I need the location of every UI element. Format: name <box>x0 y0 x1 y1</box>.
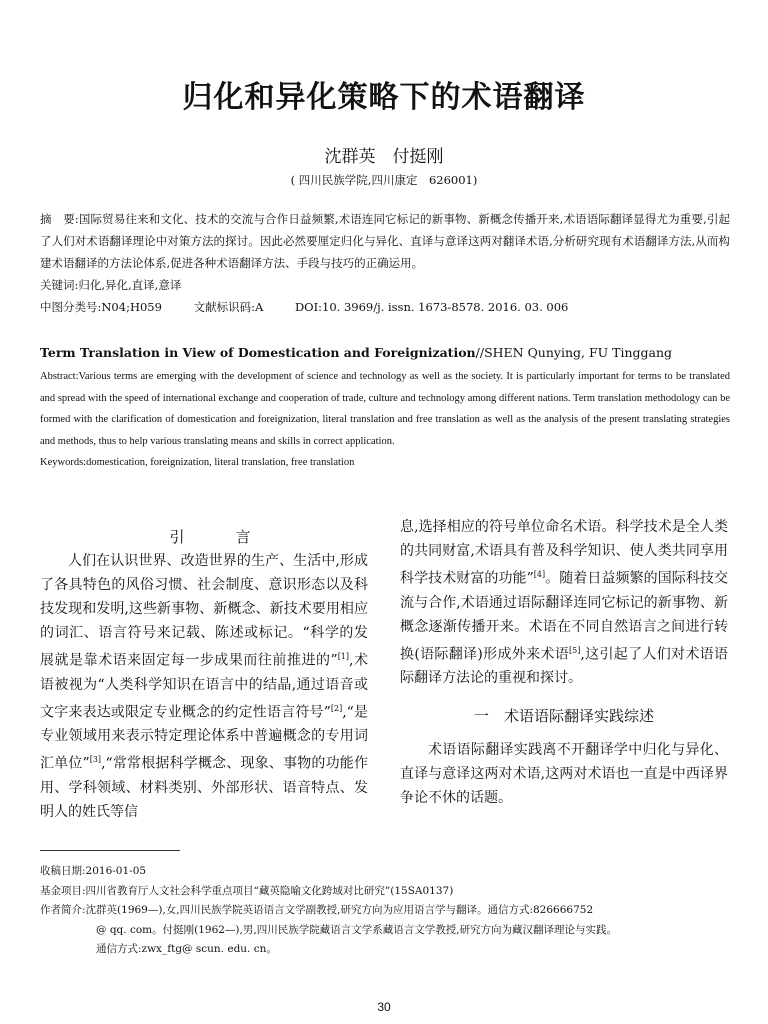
chinese-keywords: 关键词:归化,异化,直译,意译 <box>40 278 182 292</box>
english-abstract <box>40 366 730 474</box>
chinese-abstract <box>40 208 730 318</box>
paper-authors: 沈群英 付挺刚 <box>324 147 444 167</box>
citation-5: [5] <box>569 645 581 655</box>
citation-1: [1] <box>337 652 350 661</box>
clc-number: 中图分类号:N04;H059 <box>40 300 162 314</box>
author-bio: 作者简介:沈群英(1969—),女,四川民族学院英语语言文学副教授,研究方向为应用语言学与翻译。通信方式:826666752 <box>40 904 594 916</box>
document-code: 文献标识码:A <box>193 300 264 314</box>
author-contact: 通信方式:zwx_ftg@ scun. edu. cn。 <box>96 943 277 955</box>
citation-4: [4] <box>533 570 546 579</box>
english-title-line <box>40 345 730 360</box>
fund-info: 基金项目:四川省教育厅人文社会科学重点项目“藏英隐喻文化跨域对比研究”(15SA0137) <box>40 884 454 897</box>
footnotes <box>40 862 730 960</box>
classification-row <box>40 296 730 318</box>
page-number: 30 <box>377 1000 391 1014</box>
intro-paragraph-continued: 息,选择相应的符号单位命名术语。科学技术是全人类的共同财富,术语具有普及科学知识、使人类共同享用科学技术财富的功能”[4]。随着日益频繁的国际科技交流与合作,术语通过语际翻译连同它标记的新事物、新概念逐渐传播开来。术语在不同自然语言之间进行转换(语际翻译)形成外来术语[5],这引起了人们对术语语际翻译方法论的重视和探讨。 <box>400 519 728 687</box>
citation-3: [3] <box>89 755 102 765</box>
intro-heading: 引 言 <box>169 528 269 546</box>
author-affiliation: ( 四川民族学院,四川康定 626001) <box>290 173 478 187</box>
footnote-divider <box>40 850 180 851</box>
paper-title: 归化和异化策略下的术语翻译 <box>182 80 586 115</box>
citation-2: [2] <box>330 703 343 713</box>
english-abstract-text: Abstract:Various terms are emerging with the development of science and technology as well as the society. It is particularly important for terms to be translated and spread with the speed of international exchange and cooperation of trade, culture and technology among different nations. Term translation methodology can be formed with the clarification of domestication and foreignization, literal translation and free translation as well as the analysis of the present translating strategies and methods, thus to help various translating means and skills in correct application. <box>40 371 730 447</box>
left-column <box>40 525 368 824</box>
doi: DOI:10. 3969/j. issn. 1673-8578. 2016. 03. 006 <box>294 300 569 314</box>
right-column <box>400 515 728 810</box>
section-1-paragraph: 术语语际翻译实践离不开翻译学中归化与异化、直译与意译这两对术语,这两对术语也一直是中西译界争论不休的话题。 <box>400 742 728 807</box>
english-title: Term Translation in View of Domestication and Foreignization <box>40 345 476 360</box>
abstract-text: 国际贸易往来和文化、技术的交流与合作日益频繁,术语连同它标记的新事物、新概念传播开来,术语语际翻译显得尤为重要,引起了人们对术语翻译理论中对策方法的探讨。因此必然要厘定归化与异化、直译与意译这两对翻译术语,分析研究现有术语翻译方法,从而构建术语翻译的方法论体系,促进各种术语翻译方法、手段与技巧的正确运用。 <box>40 212 730 270</box>
author-bio-continued: @ qq. com。付挺刚(1962—),男,四川民族学院藏语言文学系藏语言文学教授,研究方向为藏汉翻译理论与实践。 <box>96 923 618 936</box>
intro-paragraph: 人们在认识世界、改造世界的生产、生活中,形成了各具特色的风俗习惯、社会制度、意识形态以及科技发现和发明,这些新事物、新概念、新技术要用相应的词汇、语言符号来记载、陈述或标记。“科学的发展就是靠术语来固定每一步成果而往前推进的”[1],术语被视为“人类科学知识在语言中的结晶,通过语音或文字来表达或限定专业概念的约定性语言符号”[2],“是专业领域用来表示特定理论体系中普遍概念的专用词汇单位”[3],“常常根据科学概念、现象、事物的功能作用、学科领域、材料类别、外部形状、语音特点、发明人的姓氏等信 <box>40 553 369 820</box>
english-authors: //SHEN Qunying, FU Tinggang <box>475 345 673 360</box>
abstract-label: 摘 要: <box>40 212 79 226</box>
section-1-heading: 一 术语语际翻译实践综述 <box>473 707 654 726</box>
english-keywords: Keywords:domestication, foreignization, literal translation, free translation <box>40 457 355 468</box>
received-date: 收稿日期:2016-01-05 <box>40 865 147 877</box>
